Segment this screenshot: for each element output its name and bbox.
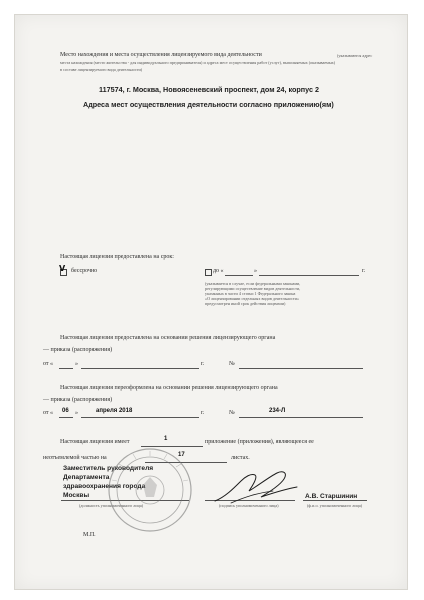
until-day-line bbox=[225, 275, 253, 276]
name-line bbox=[303, 500, 367, 501]
basis-day-line bbox=[59, 368, 73, 369]
location-heading: Место нахождения и места осуществления лицензируемого вида деятельности bbox=[60, 52, 262, 58]
reissue-day-line bbox=[59, 417, 73, 418]
pages-suffix: листах. bbox=[231, 455, 250, 461]
official-stamp bbox=[107, 447, 193, 533]
until-date-line bbox=[259, 275, 359, 276]
stamp-place: М.П. bbox=[83, 532, 96, 538]
reissue-order: — приказа (распоряжения) bbox=[43, 397, 113, 403]
until-checkbox bbox=[205, 269, 212, 276]
location-heading-note-3: в составе лицензируемого вида деятельности) bbox=[60, 67, 143, 72]
until-mid: » bbox=[254, 268, 257, 274]
integral-text: неотъемлемой частью на bbox=[43, 455, 107, 461]
basis-from: от « bbox=[43, 361, 54, 367]
basis-order: — приказа (распоряжения) bbox=[43, 347, 113, 353]
document-sheet bbox=[14, 14, 408, 590]
signer-name: А.В. Старшинин bbox=[305, 493, 358, 500]
location-heading-note: (указываются адрес bbox=[337, 53, 373, 58]
basis-from-close: » bbox=[75, 361, 78, 367]
basis-number-line bbox=[239, 368, 363, 369]
signature-caption: (подпись уполномоченного лица) bbox=[219, 503, 279, 508]
appendix-text-suffix: приложение (приложения), являющееся ее bbox=[205, 439, 314, 445]
term-note-1: (указывается в случае, если федеральными законами, bbox=[205, 281, 301, 286]
until-prefix: до « bbox=[213, 268, 224, 274]
term-note-3: указанных в части 4 статьи 1 Федерального закона bbox=[205, 291, 296, 296]
signer-position-4: Москвы bbox=[63, 492, 90, 499]
basis-text: Настоящая лицензия предоставлена на основании решения лицензирующего органа bbox=[60, 335, 276, 341]
reissue-month-year: апреля 2018 bbox=[96, 408, 133, 414]
name-caption: (ф.и.о. уполномоченного лица) bbox=[307, 503, 363, 508]
appendix-count: 1 bbox=[164, 436, 168, 442]
location-heading-note-2: места нахождения (место жительства - для индивидуального предпринимателя) и адреса мест осуществления работ (услуг), выполняемых (оказываемых) bbox=[60, 60, 336, 65]
signer-position-1: Заместитель руководителя bbox=[63, 465, 154, 472]
appendix-text: Настоящая лицензия имеет bbox=[60, 439, 130, 445]
term-note-4: «О лицензировании отдельных видов деятельности» bbox=[205, 296, 299, 301]
reissue-from-close: » bbox=[75, 410, 78, 416]
basis-date-line bbox=[81, 368, 199, 369]
reissue-date-line bbox=[81, 417, 199, 418]
handwritten-signature bbox=[211, 467, 301, 507]
basis-number-sign: № bbox=[229, 361, 235, 367]
indefinite-label: бессрочно bbox=[71, 268, 98, 274]
reissue-number: 234-Л bbox=[269, 408, 286, 414]
reissue-from: от « bbox=[43, 410, 54, 416]
until-suffix: г. bbox=[362, 268, 366, 274]
check-mark: V bbox=[59, 264, 66, 273]
reissue-day: 06 bbox=[62, 408, 69, 414]
term-label: Настоящая лицензия предоставлена на срок: bbox=[60, 254, 174, 260]
reissue-year: г. bbox=[201, 410, 205, 416]
address-line: 117574, г. Москва, Новоясеневский проспект, дом 24, корпус 2 bbox=[99, 85, 319, 94]
term-note-5: предусмотрен иной срок действия лицензии) bbox=[205, 301, 286, 306]
reissue-number-sign: № bbox=[229, 410, 235, 416]
signer-position-3: здравоохранения города bbox=[63, 483, 146, 490]
term-note-2: регулирующими осуществление видов деятельности, bbox=[205, 286, 301, 291]
basis-year: г. bbox=[201, 361, 205, 367]
activity-address-line: Адреса мест осуществления деятельности согласно приложению(ям) bbox=[83, 100, 334, 109]
reissue-text: Настоящая лицензия переоформлена на основании решения лицензирующего органа bbox=[60, 385, 278, 391]
position-caption: (должность уполномоченного лица) bbox=[79, 503, 144, 508]
reissue-number-line bbox=[239, 417, 363, 418]
signer-position-2: Департамента bbox=[63, 474, 110, 481]
appendix-pages: 17 bbox=[178, 452, 185, 458]
